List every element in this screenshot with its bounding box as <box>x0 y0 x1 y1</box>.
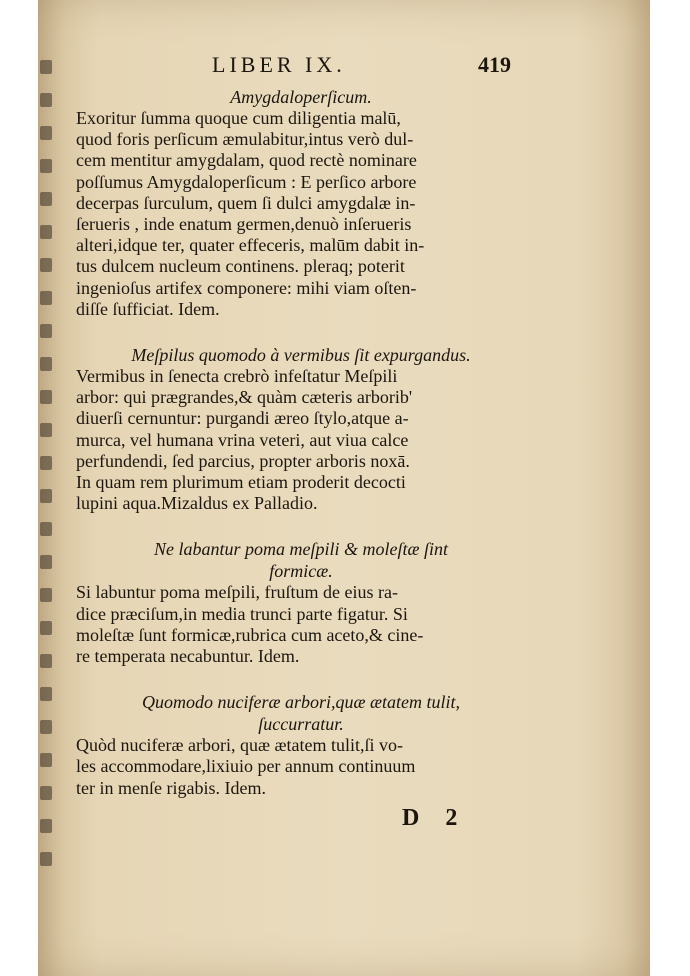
text-line: ingenioſus artifex componere: mihi viam oſten- <box>76 277 417 298</box>
catchword-signature <box>76 805 526 845</box>
section-heading: Meſpilus quomodo à vermibus ſit expurgandus. <box>131 345 471 366</box>
text-line: Vermibus in ſenecta crebrò infeſtatur Meſpili <box>76 366 398 387</box>
text-line: Si labuntur poma meſpili, fruſtum de eius ra- <box>76 582 398 603</box>
text-line: diſſe ſufficiat. Idem. <box>76 298 220 319</box>
text-line: re temperata necabuntur. Idem. <box>76 646 300 667</box>
text-line: Quòd nuciferæ arbori, quæ ætatem tulit,ſi vo- <box>76 735 403 756</box>
text-line: les accommodare,lixiuio per annum continuum <box>76 756 416 777</box>
text-line: decerpas ſurculum, quem ſi dulci amygdalæ in- <box>76 192 416 213</box>
text-line: Exoritur ſumma quoque cum diligentia malū, <box>76 108 401 128</box>
text-line: moleſtæ ſunt formicæ,rubrica cum aceto,& cine- <box>76 624 424 645</box>
text-line: cem mentitur amygdalam, quod rectè nominare <box>76 150 417 171</box>
text-line: quod foris perſicum æmulabitur,intus verò dul- <box>76 129 414 150</box>
text-line: dice præciſum,in media trunci parte figatur. Si <box>76 603 408 624</box>
text-line: ſerueris , inde enatum germen,denuò inſerueris <box>76 214 412 235</box>
text-line: ter in menſe rigabis. Idem. <box>76 777 266 798</box>
running-title: LIBER IX. <box>212 52 346 77</box>
text-line: arbor: qui prægrandes,& quàm cæteris arborib' <box>76 387 413 408</box>
signature-mark: D 2 <box>402 804 468 831</box>
text-line: murca, vel humana vrina veteri, aut viua calce <box>76 429 409 450</box>
text-line: tus dulcem nucleum continens. pleraq; poterit <box>76 256 405 277</box>
text-line: poſſumus Amygdaloperſicum : E perſico arbore <box>76 171 417 192</box>
gutter-show-through <box>38 60 60 900</box>
section-heading: Ne labantur poma meſpili & moleſtæ ſint <box>154 539 448 560</box>
page-number: 419 <box>478 52 511 77</box>
text-line: In quam rem plurimum etiam proderit decocti <box>76 472 406 493</box>
running-header <box>76 52 526 86</box>
text-line: lupini aqua.Mizaldus ex Palladio. <box>76 493 318 514</box>
section-heading-continued: formicæ. <box>269 561 333 582</box>
text-line: alteri,idque ter, quater effeceris, malūm dabit in- <box>76 235 425 256</box>
section-heading-continued: ſuccurratur. <box>258 714 344 735</box>
text-line: perfundendi, ſed parcius, propter arboris noxā. <box>76 450 410 471</box>
text-line: diuerſi cernuntur: purgandi æreo ſtylo,atque a- <box>76 408 409 429</box>
section-heading: Quomodo nuciferæ arbori,quæ ætatem tulit, <box>141 692 460 713</box>
page-text <box>76 52 526 845</box>
section-heading: Amygdaloperſicum. <box>230 87 372 107</box>
